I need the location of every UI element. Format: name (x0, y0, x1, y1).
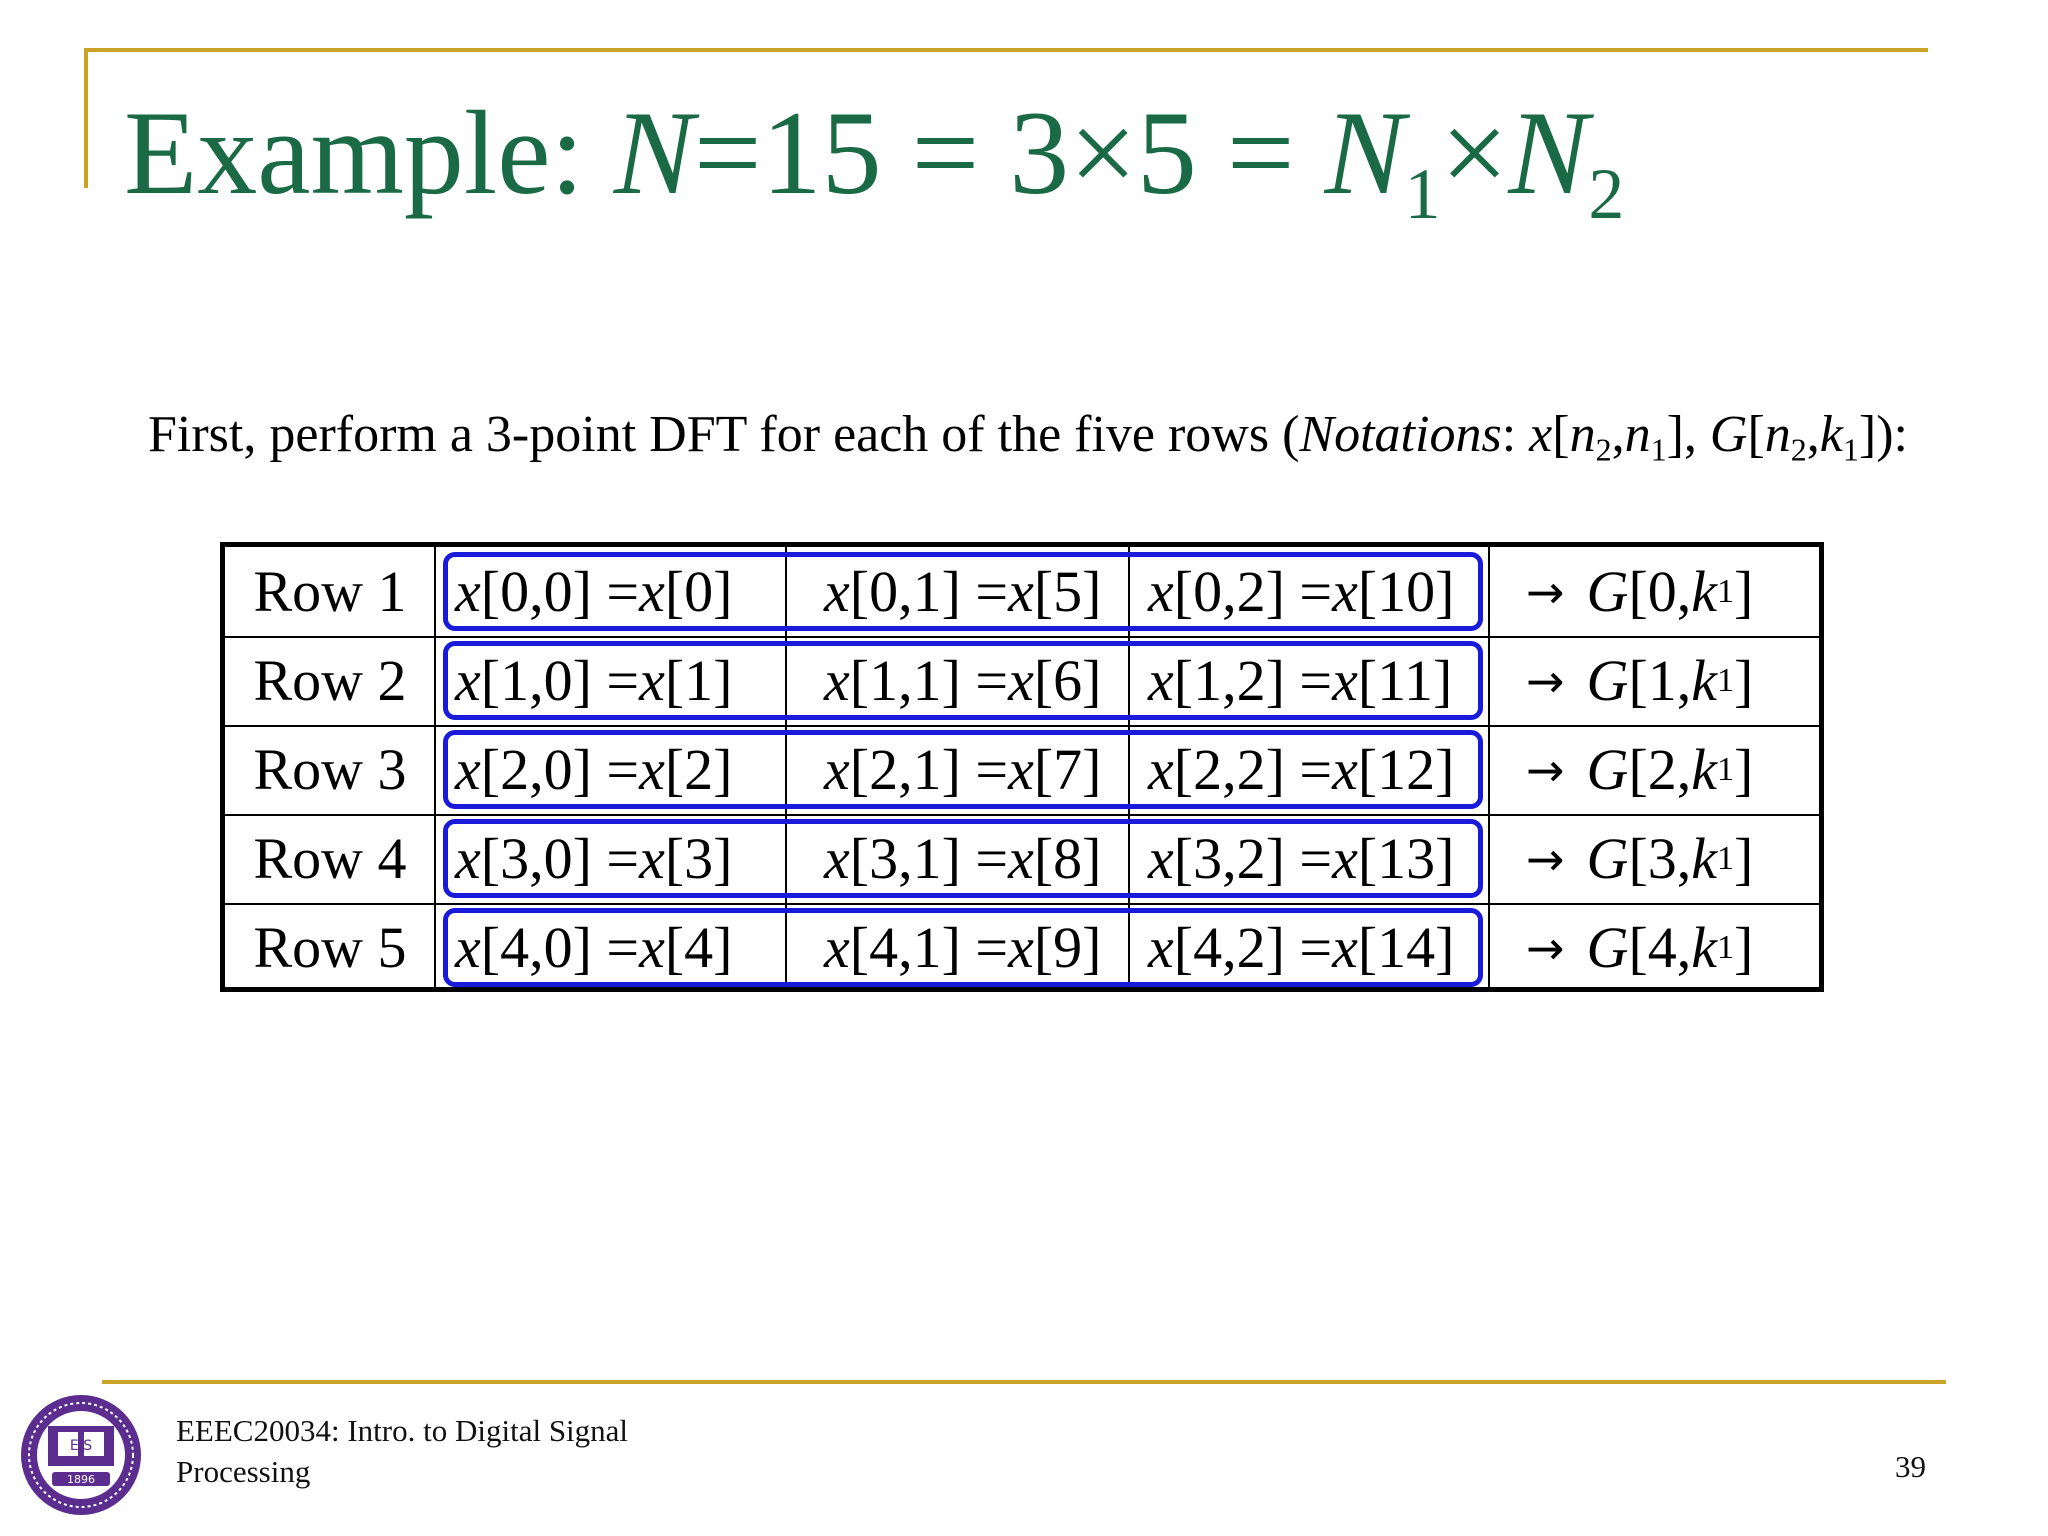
index-cell: x [3,2] = x [13] (1148, 826, 1455, 891)
right-arrow-icon: → (1526, 564, 1565, 619)
university-seal-logo (18, 1392, 144, 1518)
dft-output-cell: → G [0, k 1 ] (1526, 559, 1754, 624)
row-label: Row 4 (253, 826, 407, 891)
table-row (225, 903, 1819, 992)
slide-subtitle: First, perform a 3-point DFT for each of the five rows (Notations: $x[n_2,n_1]$, $G[n_2,k_1]$): (148, 406, 1908, 468)
table-row (225, 547, 1819, 636)
bottom-rule (102, 1380, 1946, 1384)
index-cell: x [4,1] = x [9] (824, 915, 1102, 980)
table-row (225, 814, 1819, 903)
index-cell: x [0,0] = x [0] (455, 559, 733, 624)
index-cell: x [1,0] = x [1] (455, 648, 733, 713)
table-row (225, 725, 1819, 814)
dft-output-cell: → G [1, k 1 ] (1526, 648, 1754, 713)
row-label: Row 5 (253, 915, 407, 980)
index-cell: x [2,2] = x [12] (1148, 737, 1455, 802)
index-cell: x [0,1] = x [5] (824, 559, 1102, 624)
table-row (225, 636, 1819, 725)
right-arrow-icon: → (1526, 653, 1565, 708)
index-cell: x [4,2] = x [14] (1148, 915, 1455, 980)
index-cell: x [0,2] = x [10] (1148, 559, 1455, 624)
row-highlight-box (443, 552, 1483, 631)
index-mapping-table (220, 542, 1824, 992)
course-name: EEEC20034: Intro. to Digital Signal Processing (176, 1413, 629, 1489)
index-cell: x [1,2] = x [11] (1148, 648, 1453, 713)
row-label: Row 3 (253, 737, 407, 802)
right-arrow-icon: → (1526, 831, 1565, 886)
row-highlight-box (443, 730, 1483, 809)
index-cell: x [4,0] = x [4] (455, 915, 733, 980)
row-highlight-box (443, 908, 1483, 987)
row-label: Row 2 (253, 648, 407, 713)
index-cell: x [2,1] = x [7] (824, 737, 1102, 802)
seal-year: 1896 (67, 1473, 95, 1486)
seal-letters: E S (69, 1438, 93, 1454)
row-label: Row 1 (253, 559, 407, 624)
left-accent-rule (84, 48, 88, 188)
dft-output-cell: → G [3, k 1 ] (1526, 826, 1754, 891)
slide-title: Example: $N=15 = 3\times 5 = N_1\times N_2$ (124, 86, 1625, 235)
dft-output-cell: → G [4, k 1 ] (1526, 915, 1754, 980)
top-rule (84, 48, 1928, 52)
index-cell: x [3,1] = x [8] (824, 826, 1102, 891)
row-highlight-box (443, 641, 1483, 720)
row-highlight-box (443, 819, 1483, 898)
index-cell: x [3,0] = x [3] (455, 826, 733, 891)
page-number: 39 (1895, 1449, 1926, 1484)
index-cell: x [1,1] = x [6] (824, 648, 1102, 713)
dft-output-cell: → G [2, k 1 ] (1526, 737, 1754, 802)
index-cell: x [2,0] = x [2] (455, 737, 733, 802)
right-arrow-icon: → (1526, 920, 1565, 975)
right-arrow-icon: → (1526, 742, 1565, 797)
